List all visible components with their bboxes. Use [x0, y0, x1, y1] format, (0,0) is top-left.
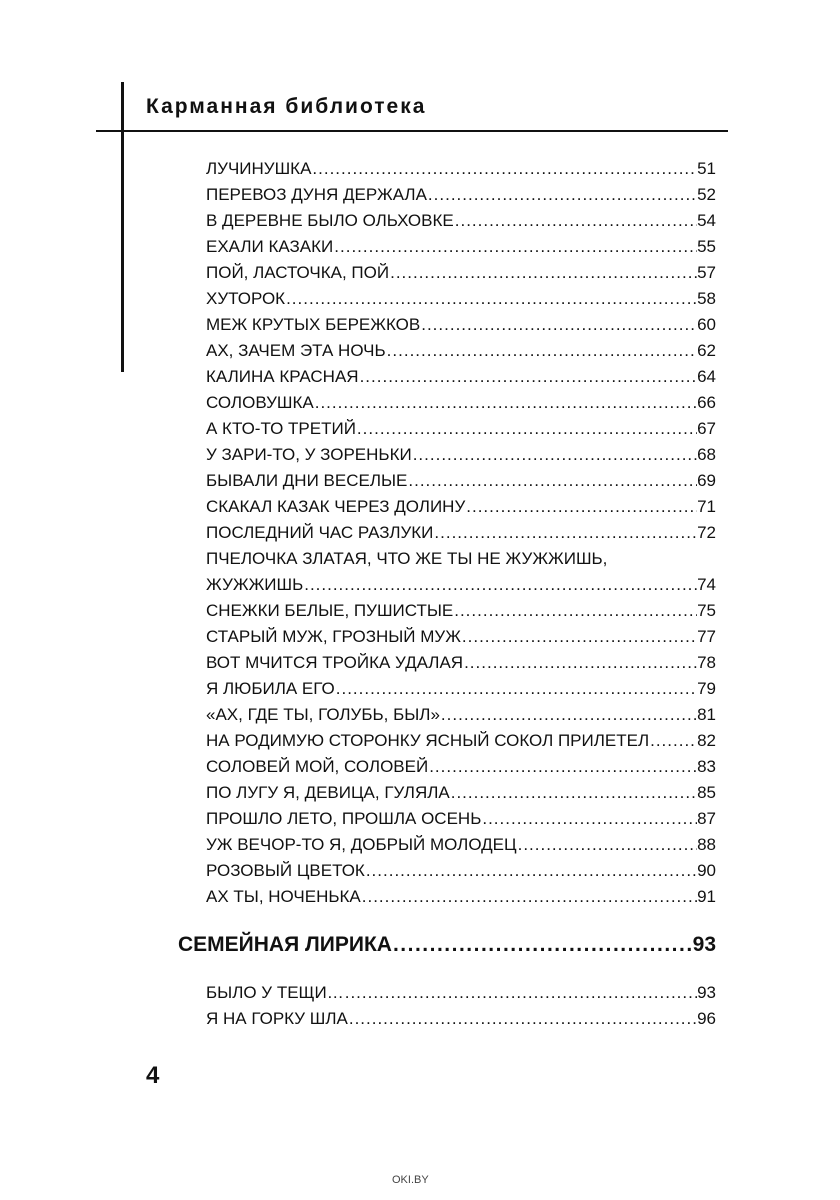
toc-entry-page: 67 [697, 419, 716, 438]
toc-entry[interactable] [206, 156, 716, 182]
dot-leader [461, 624, 697, 650]
toc-entry[interactable] [206, 390, 716, 416]
dot-leader [649, 728, 697, 754]
toc-entry-title: МЕЖ КРУТЫХ БЕРЕЖКОВ [206, 315, 421, 334]
toc-entry-page: 54 [697, 211, 716, 230]
dot-leader [392, 928, 693, 962]
toc-entry-page: 55 [697, 237, 716, 256]
toc-entry-title: СНЕЖКИ БЕЛЫЕ, ПУШИСТЫЕ [206, 601, 454, 620]
toc-entry-page: 74 [697, 575, 716, 594]
toc-entry-title: АХ, ЗАЧЕМ ЭТА НОЧЬ [206, 341, 386, 360]
toc-entry-page: 78 [697, 653, 716, 672]
toc-entry[interactable] [206, 338, 716, 364]
toc-entry-title: БЫЛО У ТЕЩИ… [206, 983, 344, 1002]
toc-entry-title: ПРОШЛО ЛЕТО, ПРОШЛА ОСЕНЬ [206, 809, 482, 828]
toc-entry[interactable] [206, 286, 716, 312]
dot-leader [481, 806, 697, 832]
toc-entry-title: КАЛИНА КРАСНАЯ [206, 367, 359, 386]
toc-entry-page: 82 [697, 731, 716, 750]
toc-entry[interactable] [206, 624, 716, 650]
dot-leader [412, 442, 697, 468]
toc-entry[interactable] [206, 832, 716, 858]
dot-leader [359, 364, 698, 390]
toc-entry-page: 66 [697, 393, 716, 412]
dot-leader [361, 884, 697, 910]
toc-entry-title: ПОСЛЕДНИЙ ЧАС РАЗЛУКИ [206, 523, 434, 542]
toc-entry[interactable] [206, 234, 716, 260]
dot-leader [407, 468, 697, 494]
toc-entry-title: СОЛОВУШКА [206, 393, 314, 412]
toc-entry-title: УЖ ВЕЧОР-ТО Я, ДОБРЫЙ МОЛОДЕЦ [206, 835, 517, 854]
toc-entry-title: ЖУЖЖИШЬ [206, 575, 304, 594]
toc-entry-page: 85 [697, 783, 716, 802]
toc-entry[interactable] [206, 260, 716, 286]
toc-entry-title: В ДЕРЕВНЕ БЫЛО ОЛЬХОВКЕ [206, 211, 454, 230]
dot-leader [440, 702, 697, 728]
toc-entry-title: СКАКАЛ КАЗАК ЧЕРЕЗ ДОЛИНУ [206, 497, 466, 516]
section-heading[interactable] [178, 928, 716, 962]
toc-entry[interactable] [206, 884, 716, 910]
toc-entry[interactable] [206, 546, 716, 572]
dot-leader [311, 156, 697, 182]
toc-entry-title: Я НА ГОРКУ ШЛА [206, 1009, 348, 1028]
toc-entry-page: 52 [697, 185, 716, 204]
toc-entry-title: ПЧЕЛОЧКА ЗЛАТАЯ, ЧТО ЖЕ ТЫ НЕ ЖУЖЖИШЬ, [206, 549, 608, 568]
dot-leader [454, 208, 697, 234]
toc-entry-title: ПОЙ, ЛАСТОЧКА, ПОЙ [206, 263, 390, 282]
toc-entry-title: ЛУЧИНУШКА [206, 159, 312, 178]
section-heading-page: 93 [692, 933, 716, 956]
dot-leader [453, 598, 697, 624]
toc-entry[interactable] [206, 416, 716, 442]
toc-entry-title: АХ ТЫ, НОЧЕНЬКА [206, 887, 361, 906]
toc-entry[interactable] [206, 182, 716, 208]
toc-entry-title: ПЕРЕВОЗ ДУНЯ ДЕРЖАЛА [206, 185, 427, 204]
header-horizontal-rule [96, 130, 728, 132]
toc-entry-page: 75 [697, 601, 716, 620]
toc-entry-title: ЕХАЛИ КАЗАКИ [206, 237, 334, 256]
table-of-contents [206, 156, 716, 910]
toc-entry[interactable] [206, 780, 716, 806]
toc-entry-page: 57 [697, 263, 716, 282]
toc-entry[interactable] [206, 650, 716, 676]
dot-leader [333, 234, 697, 260]
toc-entry-title: СТАРЫЙ МУЖ, ГРОЗНЫЙ МУЖ [206, 627, 461, 646]
toc-entry[interactable] [206, 494, 716, 520]
toc-entry-page: 96 [697, 1009, 716, 1028]
toc-entry[interactable] [206, 980, 716, 1006]
toc-entry-page: 60 [697, 315, 716, 334]
toc-entry-title: ХУТОРОК [206, 289, 286, 308]
dot-leader [335, 676, 697, 702]
toc-entry[interactable] [206, 572, 716, 598]
dot-leader [420, 312, 697, 338]
toc-entry[interactable] [206, 208, 716, 234]
toc-entry-title: ПО ЛУГУ Я, ДЕВИЦА, ГУЛЯЛА [206, 783, 450, 802]
dot-leader [389, 260, 697, 286]
dot-leader [365, 858, 697, 884]
toc-entry-page: 62 [697, 341, 716, 360]
toc-entry-page: 91 [697, 887, 716, 906]
toc-entry-page: 81 [697, 705, 716, 724]
toc-entry-page: 58 [697, 289, 716, 308]
toc-entry-title: ВОТ МЧИТСЯ ТРОЙКА УДАЛАЯ [206, 653, 464, 672]
dot-leader [463, 650, 697, 676]
toc-entry[interactable] [206, 702, 716, 728]
dot-leader [314, 390, 697, 416]
dot-leader [386, 338, 697, 364]
toc-entry-page: 93 [697, 983, 716, 1002]
dot-leader [428, 754, 697, 780]
dot-leader [356, 416, 697, 442]
toc-entry-title: А КТО-ТО ТРЕТИЙ [206, 419, 356, 438]
dot-leader [450, 780, 697, 806]
toc-entry[interactable] [206, 806, 716, 832]
toc-entry-page: 77 [697, 627, 716, 646]
toc-entry[interactable] [206, 520, 716, 546]
dot-leader [344, 980, 697, 1006]
dot-leader [348, 1006, 697, 1032]
toc-entry-page: 68 [697, 445, 716, 464]
section-entries [206, 980, 716, 1032]
dot-leader [433, 520, 697, 546]
toc-entry[interactable] [206, 676, 716, 702]
watermark: OKI.BY [392, 1174, 429, 1186]
toc-entry-page: 51 [697, 159, 716, 178]
dot-leader [303, 572, 697, 598]
toc-entry-title: Я ЛЮБИЛА ЕГО [206, 679, 335, 698]
toc-entry[interactable] [206, 468, 716, 494]
toc-entry[interactable] [206, 312, 716, 338]
toc-entry-page: 90 [697, 861, 716, 880]
dot-leader [285, 286, 697, 312]
toc-entry[interactable] [206, 728, 716, 754]
toc-entry-title: СОЛОВЕЙ МОЙ, СОЛОВЕЙ [206, 757, 429, 776]
toc-entry-page: 79 [697, 679, 716, 698]
toc-entry-title: У ЗАРИ-ТО, У ЗОРЕНЬКИ [206, 445, 412, 464]
dot-leader [427, 182, 697, 208]
page-number: 4 [146, 1062, 160, 1089]
toc-entry-page: 71 [697, 497, 716, 516]
dot-leader [517, 832, 697, 858]
toc-entry-page: 64 [697, 367, 716, 386]
toc-entry[interactable] [206, 442, 716, 468]
toc-entry[interactable] [206, 364, 716, 390]
running-header-title: Карманная библиотека [146, 95, 427, 118]
toc-entry-page: 69 [697, 471, 716, 490]
toc-entry[interactable] [206, 1006, 716, 1032]
section-heading-title: СЕМЕЙНАЯ ЛИРИКА [178, 933, 392, 956]
header-vertical-rule [121, 82, 124, 372]
toc-entry-page: 87 [697, 809, 716, 828]
dot-leader [465, 494, 697, 520]
toc-entry-title: БЫВАЛИ ДНИ ВЕСЕЛЫЕ [206, 471, 408, 490]
toc-entry[interactable] [206, 858, 716, 884]
toc-entry-page: 83 [697, 757, 716, 776]
toc-entry[interactable] [206, 754, 716, 780]
toc-entry[interactable] [206, 598, 716, 624]
toc-entry-title: НА РОДИМУЮ СТОРОНКУ ЯСНЫЙ СОКОЛ ПРИЛЕТЕЛ [206, 731, 650, 750]
toc-entry-page: 88 [697, 835, 716, 854]
toc-entry-title: РОЗОВЫЙ ЦВЕТОК [206, 861, 365, 880]
toc-entry-page: 72 [697, 523, 716, 542]
toc-entry-title: «АХ, ГДЕ ТЫ, ГОЛУБЬ, БЫЛ» [206, 705, 440, 724]
